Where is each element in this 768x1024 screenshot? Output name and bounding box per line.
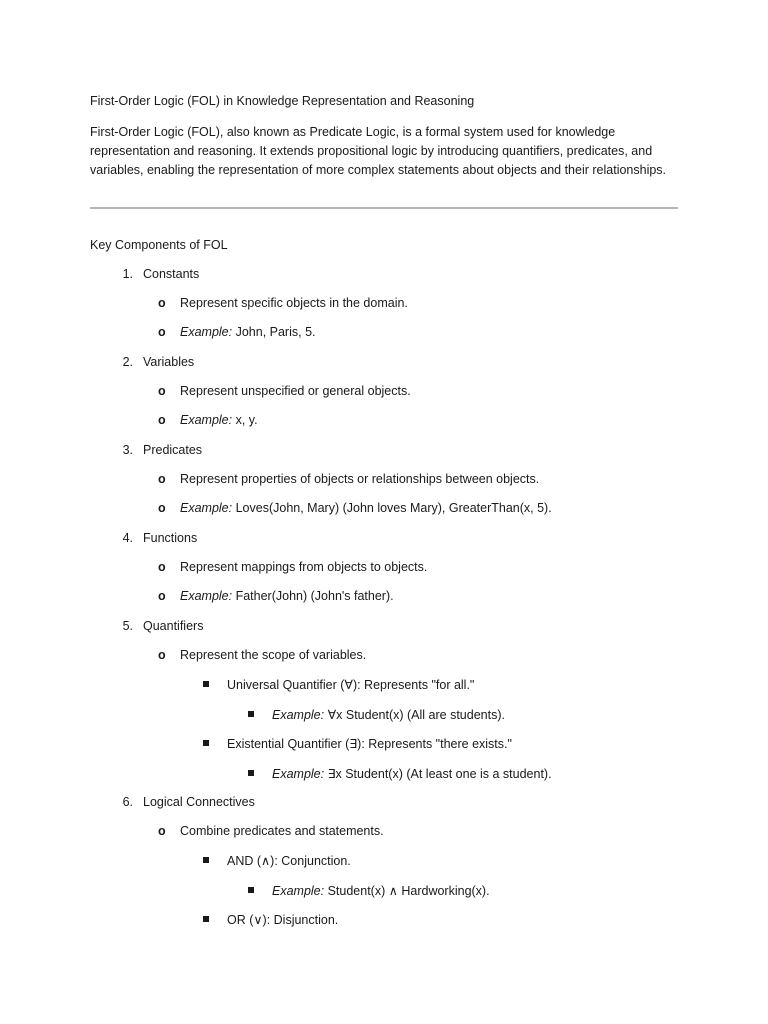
square-bullet-icon [248, 711, 254, 717]
circle-bullet-icon: o [158, 824, 166, 838]
example-text: x, y. [235, 413, 258, 427]
sub-item-example [158, 501, 552, 515]
square-bullet-icon [203, 681, 209, 687]
sub-item [158, 560, 427, 574]
sub-item [158, 384, 411, 398]
circle-bullet-icon: o [158, 501, 166, 515]
sub-sub-item-text: Universal Quantifier (∀): Represents "for all." [227, 678, 475, 692]
sub-sub-item-text: Existential Quantifier (∃): Represents "there exists." [227, 737, 512, 751]
square-bullet-icon [203, 916, 209, 922]
list-item-variables [113, 355, 194, 369]
sub-sub-sub-item-example [248, 707, 505, 722]
example-text: John, Paris, 5. [235, 325, 316, 339]
sub-item [158, 296, 408, 310]
circle-bullet-icon: o [158, 472, 166, 486]
list-item-label: Quantifiers [143, 619, 204, 633]
intro-paragraph: First-Order Logic (FOL), also known as Predicate Logic, is a formal system used for knowledge representation and reasoning. It extends propositional logic by introducing quantifiers, predicates, and variables, enabling the representation of more complex statements about objects and their relationships. [90, 125, 667, 177]
circle-bullet-icon: o [158, 589, 166, 603]
sub-item-example [158, 413, 258, 427]
circle-bullet-icon: o [158, 325, 166, 339]
example-label: Example: [180, 589, 233, 603]
circle-bullet-icon: o [158, 384, 166, 398]
sub-sub-sub-item-example [248, 766, 552, 781]
example-text: ∃x Student(x) (At least one is a student). [327, 767, 552, 781]
list-item-label: Functions [143, 531, 198, 545]
sub-item-text: Represent properties of objects or relationships between objects. [180, 472, 540, 486]
sub-sub-item [203, 912, 338, 927]
list-item-label: Variables [143, 355, 195, 369]
sub-item-text: Represent mappings from objects to objects. [180, 560, 428, 574]
example-label: Example: [180, 413, 233, 427]
square-bullet-icon [248, 887, 254, 893]
sub-item-text: Represent unspecified or general objects. [180, 384, 411, 398]
square-bullet-icon [203, 740, 209, 746]
sub-sub-item-text: OR (∨): Disjunction. [227, 913, 339, 927]
list-item-label: Logical Connectives [143, 795, 255, 809]
list-item-functions [113, 531, 197, 545]
example-text: ∀x Student(x) (All are students). [327, 708, 505, 722]
list-number: 5. [122, 619, 133, 633]
sub-sub-item [203, 736, 512, 751]
list-item-quantifiers [113, 619, 203, 633]
list-item-label: Constants [143, 267, 200, 281]
example-text: Father(John) (John's father). [235, 589, 394, 603]
sub-item-text: Represent specific objects in the domain. [180, 296, 408, 310]
list-item-predicates [113, 443, 202, 457]
sub-sub-item [203, 853, 351, 868]
square-bullet-icon [203, 857, 209, 863]
circle-bullet-icon: o [158, 648, 166, 662]
square-bullet-icon [248, 770, 254, 776]
example-label: Example: [272, 708, 325, 722]
sub-sub-sub-item-example [248, 883, 490, 898]
circle-bullet-icon: o [158, 296, 166, 310]
circle-bullet-icon: o [158, 560, 166, 574]
list-item-label: Predicates [143, 443, 203, 457]
list-number: 6. [122, 795, 133, 809]
sub-sub-item [203, 677, 474, 692]
sub-item [158, 472, 539, 486]
list-number: 1. [122, 267, 133, 281]
list-item-constants [113, 267, 199, 281]
example-label: Example: [272, 767, 325, 781]
sub-item-example [158, 325, 316, 339]
horizontal-divider [90, 207, 678, 209]
list-number: 4. [122, 531, 133, 545]
sub-item [158, 824, 384, 838]
example-label: Example: [180, 501, 233, 515]
sub-item-text: Represent the scope of variables. [180, 648, 367, 662]
example-text: Student(x) ∧ Hardworking(x). [327, 884, 490, 898]
list-item-logical-connectives [113, 795, 255, 809]
list-number: 2. [122, 355, 133, 369]
example-text: Loves(John, Mary) (John loves Mary), GreaterThan(x, 5). [235, 501, 552, 515]
sub-item [158, 648, 366, 662]
sub-sub-item-text: AND (∧): Conjunction. [227, 854, 351, 868]
example-label: Example: [180, 325, 233, 339]
document-title: First-Order Logic (FOL) in Knowledge Representation and Reasoning [90, 94, 475, 108]
sub-item-text: Combine predicates and statements. [180, 824, 384, 838]
circle-bullet-icon: o [158, 413, 166, 427]
list-number: 3. [122, 443, 133, 457]
sub-item-example [158, 589, 394, 603]
example-label: Example: [272, 884, 325, 898]
section-heading: Key Components of FOL [90, 238, 228, 252]
